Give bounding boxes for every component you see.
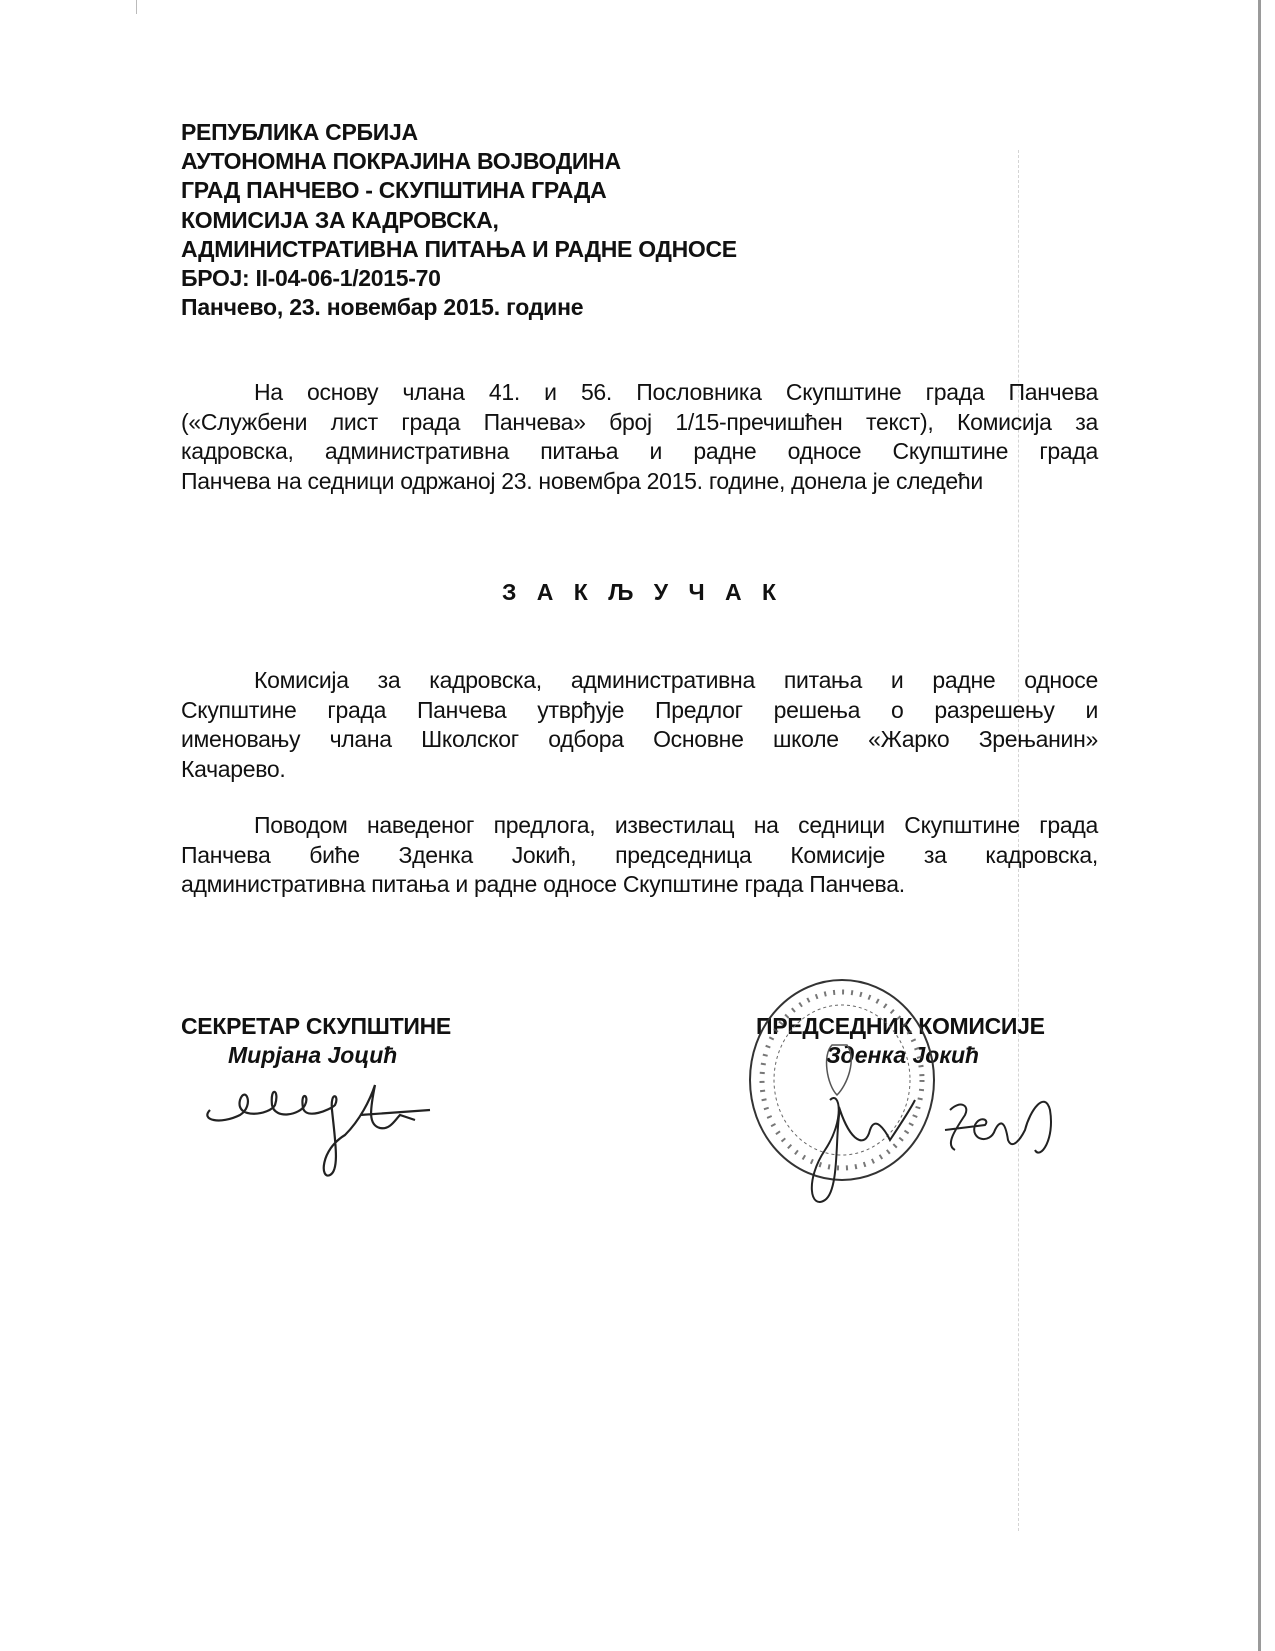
header-commission-cont: АДМИНИСТРАТИВНА ПИТАЊА И РАДНЕ ОДНОСЕ (181, 235, 737, 262)
text-line: Панчева биће Зденка Јокић, председница Комисије за кадровска, (181, 841, 1098, 868)
header-province: АУТОНОМНА ПОКРАЈИНА ВОЈВОДИНА (181, 148, 621, 175)
president-role: ПРЕДСЕДНИК КОМИСИЈЕ (756, 1013, 1045, 1039)
scan-mark (136, 0, 137, 14)
text-line: именовању члана Школског одбора Основне школе «Жарко Зрењанин» (181, 726, 1098, 752)
text-line: На основу члана 41. и 56. Пословника Скупштине града Панчева (254, 379, 1098, 405)
secretary-signature-block (181, 1013, 451, 1069)
header-country: РЕПУБЛИКА СРБИЈА (181, 119, 418, 145)
header-commission: КОМИСИЈА ЗА КАДРОВСКА, (181, 206, 499, 233)
document-header (181, 118, 737, 322)
rapporteur-paragraph (181, 811, 1098, 900)
conclusion-paragraph (181, 666, 1098, 784)
text-line: Панчева на седници одржаној 23. новембра 2015. године, донела је следећи (181, 467, 983, 494)
preamble-paragraph (181, 378, 1098, 496)
text-line: Скупштине града Панчева утврђује Предлог решења о разрешењу и (181, 696, 1098, 723)
header-date: Панчево, 23. новембар 2015. године (181, 294, 584, 321)
president-name: Зденка Јокић (826, 1042, 980, 1068)
text-line: административна питања и радне односе Скупштине града Панчева. (181, 871, 905, 897)
text-line: Комисија за кадровска, административна питања и радне односе (254, 667, 1098, 693)
text-line: Поводом наведеног предлога, известилац на седници Скупштине града (254, 812, 1098, 838)
header-city: ГРАД ПАНЧЕВО - СКУПШТИНА ГРАДА (181, 177, 607, 204)
header-number: БРОЈ: II-04-06-1/2015-70 (181, 265, 441, 292)
secretary-role: СЕКРЕТАР СКУПШТИНЕ (181, 1013, 451, 1039)
secretary-name: Мирјана Јоцић (228, 1042, 398, 1068)
secretary-handwritten-signature (200, 1080, 500, 1190)
president-handwritten-signature (770, 1070, 1100, 1210)
document-title: З А К Љ У Ч А К (501, 579, 784, 605)
text-line: кадровска, административна питања и радне односе Скупштине града (181, 438, 1098, 464)
text-line: Качарево. (181, 755, 286, 782)
text-line: («Службени лист града Панчева» број 1/15-пречишћен текст), Комисија за (181, 408, 1098, 435)
page-edge (1258, 0, 1261, 1651)
